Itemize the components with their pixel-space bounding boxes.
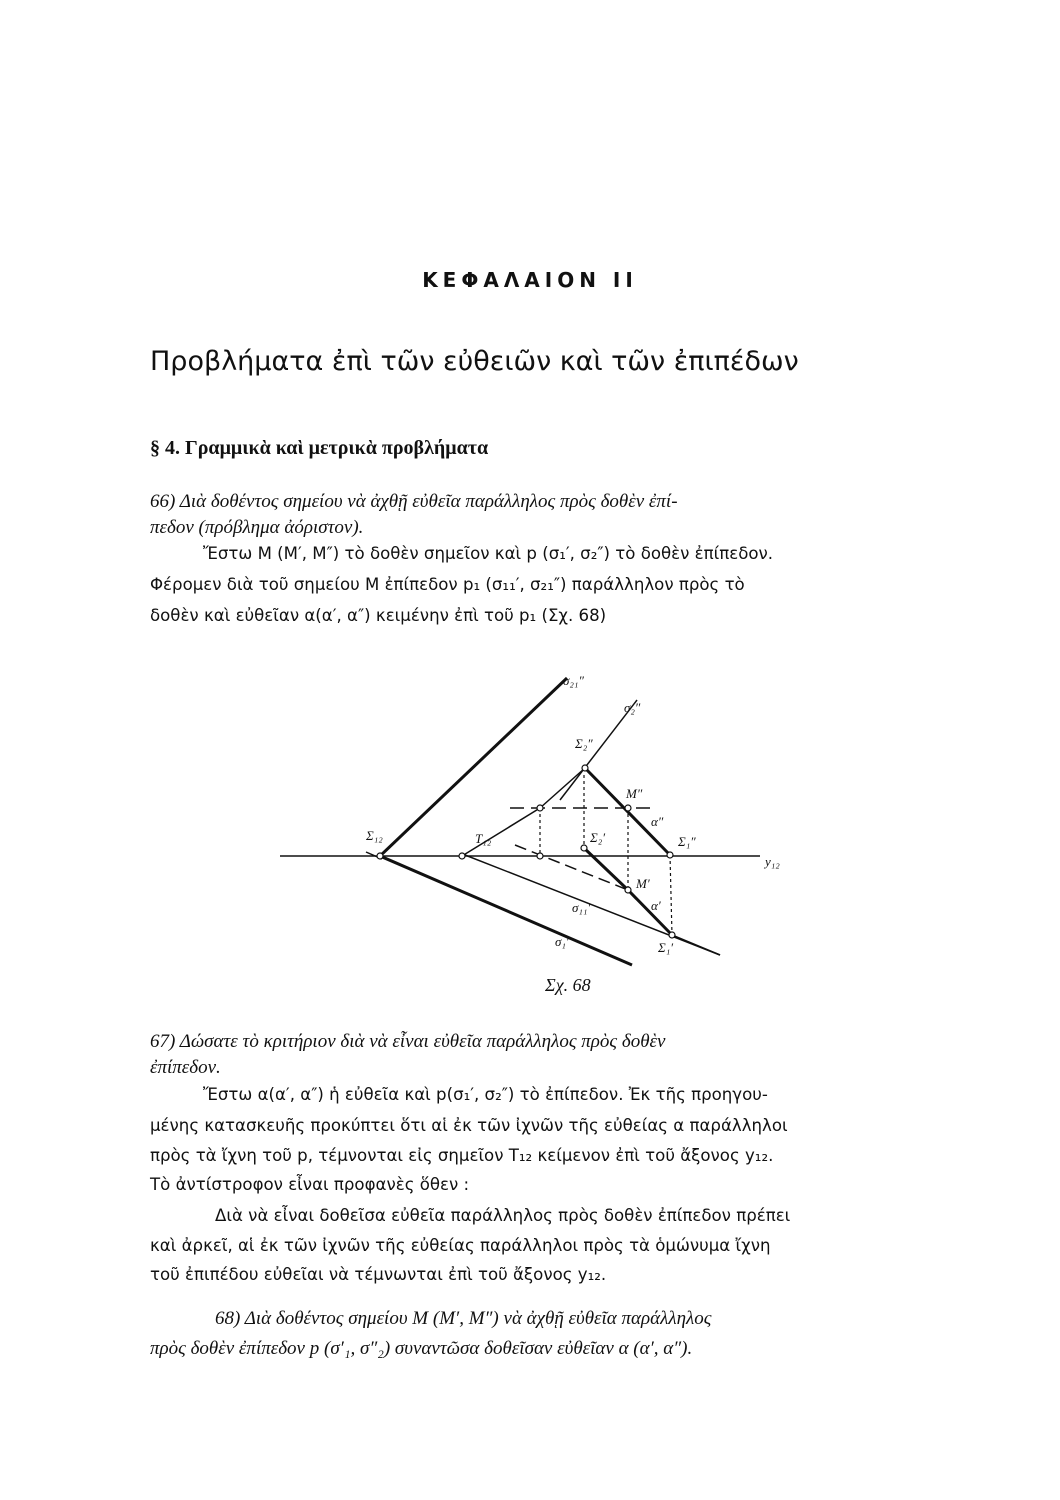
problem-67-text-line-5: Διὰ νὰ εἶναι δοθεῖσα εὐθεῖα παράλληλος πρὸς δοθὲν ἐπίπεδον πρέπει	[215, 1206, 791, 1225]
trace-s2	[560, 700, 637, 800]
label-app: α″	[651, 814, 664, 829]
label-y12: y₁₂	[765, 854, 780, 869]
chapter-title: Προβλήματα ἐπὶ τῶν εὐθειῶν καὶ τῶν ἐπιπέδων	[150, 346, 799, 377]
label-Mpp: M″	[626, 786, 643, 801]
figure-caption: Σχ. 68	[545, 975, 591, 995]
label-s21: σ₂₁″	[563, 673, 584, 688]
problem-66-statement-line-1: 66) Διὰ δοθέντος σημείου νὰ ἀχθῇ εὐθεῖα παράλληλος πρὸς δοθὲν ἐπί-	[150, 491, 678, 512]
point-Mp	[625, 887, 631, 893]
label-S1pp: Σ₁″	[678, 834, 696, 849]
problem-67-statement-line-1: 67) Δώσατε τὸ κριτήριον διὰ νὰ εἶναι εὐθεῖα παράλληλος πρὸς δοθὲν	[150, 1031, 666, 1052]
problem-66-text-line-3: δοθὲν καὶ εὐθεῖαν α(α′, α″) κειμένην ἐπὶ τοῦ p₁ (Σχ. 68)	[150, 606, 607, 625]
problem-66-statement-line-2: πεδον (πρόβλημα ἀόριστον).	[150, 517, 364, 538]
line-sigma2p-m	[584, 848, 628, 890]
problem-68-statement-line-2: πρὸς δοθὲν ἐπίπεδον p (σ′₁, σ″₂) συναντῶσα δοθεῖσαν εὐθεῖαν α (α′, α″).	[150, 1338, 693, 1359]
point-S1pp	[667, 852, 673, 858]
label-s11: σ₁₁′	[572, 900, 591, 915]
problem-67-statement-line-2: ἐπίπεδον.	[150, 1057, 221, 1078]
point-Mpp	[625, 805, 631, 811]
label-s2: σ₂″	[624, 700, 641, 715]
label-Mp: M′	[636, 876, 650, 891]
label-S2p: Σ₂′	[590, 830, 606, 845]
problem-67-text-line-1: Ἔστω α(α′, α″) ἡ εὐθεῖα καὶ p(σ₁′, σ₂″) τὸ ἐπίπεδον. Ἐκ τῆς προηγου-	[203, 1085, 768, 1104]
label-ap: α′	[651, 898, 661, 913]
label-T12: T₁₂	[475, 831, 492, 846]
label-S2pp: Σ₂″	[575, 736, 593, 751]
diag-dashed	[515, 845, 628, 890]
problem-67-text-line-4: Τὸ ἀντίστροφον εἶναι προφανὲς ὅθεν :	[150, 1175, 470, 1194]
chapter-label: ΚΕΦΑΛΑΙΟΝ ΙΙ	[422, 268, 638, 292]
problem-66-text-line-1: Ἔστω Μ (Μ′, Μ″) τὸ δοθὲν σημεῖον καὶ p (σ₁′, σ₂″) τὸ δοθὲν ἐπίπεδον.	[203, 544, 774, 563]
vertical-4	[670, 855, 672, 935]
label-S1p: Σ₁′	[658, 940, 674, 955]
line-a-top	[465, 855, 720, 955]
label-s1: σ₁′	[555, 934, 569, 949]
point-S1p	[669, 932, 675, 938]
point-a-axis	[537, 853, 543, 859]
problem-67-text-line-3: πρὸς τὰ ἴχνη τοῦ p, τέμνονται εἰς σημεῖον Τ₁₂ κείμενον ἐπὶ τοῦ ἄξονος y₁₂.	[150, 1146, 774, 1165]
point-S2p	[581, 845, 587, 851]
point-S12	[377, 853, 383, 859]
problem-66-text-line-2: Φέρομεν διὰ τοῦ σημείου Μ ἐπίπεδον p₁ (σ₁₁′, σ₂₁″) παράλληλον πρὸς τὸ	[150, 575, 745, 594]
problem-67-text-line-2: μένης κατασκευῆς προκύπτει ὅτι αἱ ἐκ τῶν ἰχνῶν τῆς εὐθείας α παράλληλοι	[150, 1116, 788, 1135]
point-T12	[459, 853, 465, 859]
point-a-front	[537, 805, 543, 811]
section-heading: § 4. Γραμμικὰ καὶ μετρικὰ προβλήματα	[150, 437, 489, 459]
problem-68-statement-line-1: 68) Διὰ δοθέντος σημείου Μ (Μ′, Μ″) νὰ ἀχθῇ εὐθεῖα παράλληλος	[215, 1308, 712, 1329]
line-sigma1p-edge	[672, 935, 720, 955]
problem-67-text-line-7: τοῦ ἐπιπέδου εὐθεῖαι νὰ τέμνωνται ἐπὶ τοῦ ἄξονος y₁₂.	[150, 1265, 607, 1284]
trace-s21	[380, 678, 567, 856]
label-S12: Σ₁₂	[366, 828, 383, 843]
point-S2pp	[582, 765, 588, 771]
trace-s11	[380, 856, 632, 965]
problem-67-text-line-6: καὶ ἀρκεῖ, αἱ ἐκ τῶν ἰχνῶν τῆς εὐθείας παράλληλοι πρὸς τὰ ὁμώνυμα ἴχνη	[150, 1236, 771, 1255]
line-a-front-2	[540, 768, 585, 808]
line-a-front	[462, 808, 540, 856]
